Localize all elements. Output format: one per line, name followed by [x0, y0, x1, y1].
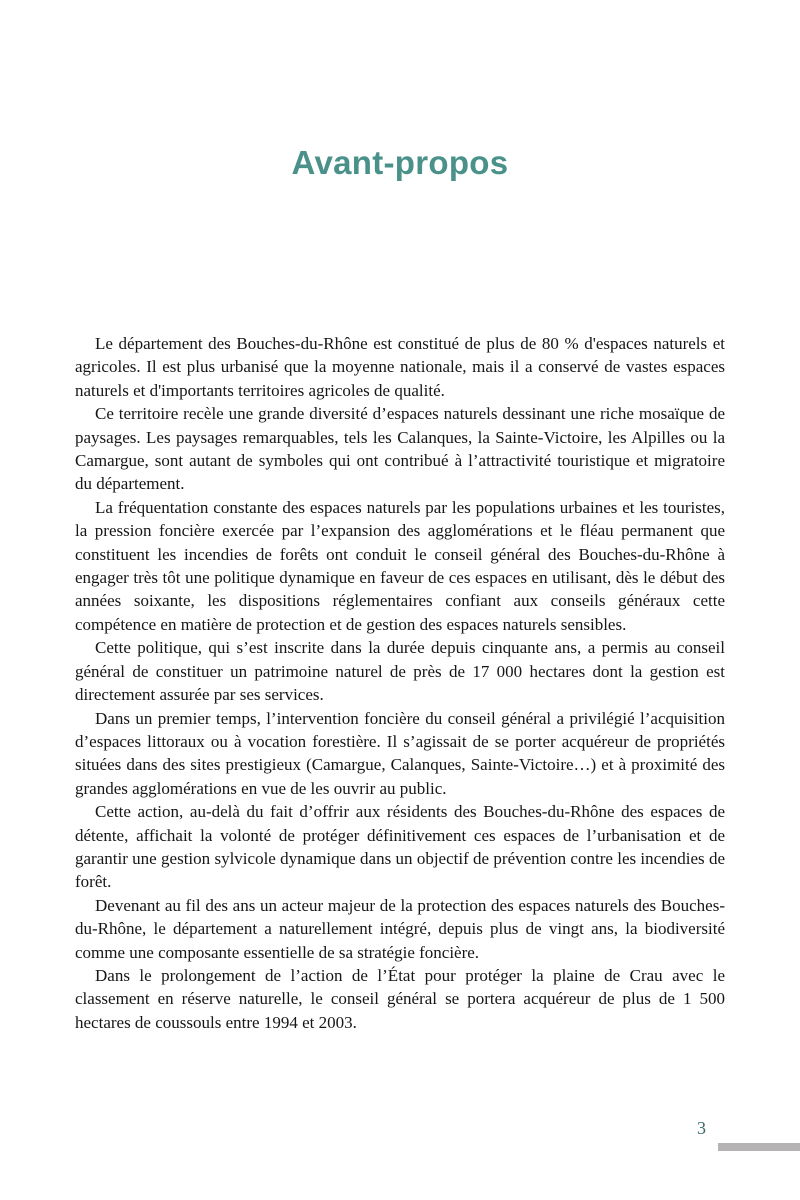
paragraph: Devenant au fil des ans un acteur majeur de la protection des espaces naturels des Bouches-du-Rhône, le département a naturellement intégré, depuis plus de vingt ans, la biodiversité comme une composante essentielle de sa stratégie foncière. [75, 895, 725, 962]
page-number: 3 [697, 1118, 706, 1138]
paragraph: Cette politique, qui s’est inscrite dans la durée depuis cinquante ans, a permis au conseil général de constituer un patrimoine naturel de près de 17 000 hectares dont la gestion est directement assurée par ses services. [75, 638, 725, 705]
paragraph: Dans un premier temps, l’intervention foncière du conseil général a privilégié l’acquisition d’espaces littoraux ou à vocation forestière. Il s’agissait de se porter acquéreur de propriétés situées dans des sites prestigieux (Camargue, Calanques, Sainte-Victoire…) et à proximité des grandes agglomérations en vue de les ouvrir au public. [75, 708, 725, 798]
paragraph: La fréquentation constante des espaces naturels par les populations urbaines et les touristes, la pression foncière exercée par l’expansion des agglomérations et le fléau permanent que constituent les incendies de forêts ont conduit le conseil général des Bouches-du-Rhône à engager très tôt une politique dynamique en faveur de ces espaces en utilisant, dès le début des années soixante, les dispositions réglementaires confiant aux conseils généraux cette compétence en matière de protection et de gestion des espaces naturels sensibles. [75, 497, 725, 634]
body-text-block [75, 332, 725, 1034]
paragraph: Dans le prolongement de l’action de l’État pour protéger la plaine de Crau avec le classement en réserve naturelle, le conseil général se portera acquéreur de plus de 1 500 hectares de coussouls entre 1994 et 2003. [75, 965, 725, 1032]
paragraph: Ce territoire recèle une grande diversité d’espaces naturels dessinant une riche mosaïque de paysages. Les paysages remarquables, tels les Calanques, la Sainte-Victoire, les Alpilles ou la Camargue, sont autant de symboles qui ont contribué à l’attractivité touristique et migratoire du département. [75, 404, 725, 494]
paragraph: Le département des Bouches-du-Rhône est constitué de plus de 80 % d'espaces naturels et agricoles. Il est plus urbanisé que la moyenne nationale, mais il a conservé de vastes espaces naturels et d'importants territoires agricoles de qualité. [75, 334, 725, 400]
page-title: Avant-propos [291, 144, 509, 181]
page-footer [0, 1118, 800, 1158]
footer-rule [718, 1143, 800, 1151]
paragraph: Cette action, au-delà du fait d’offrir aux résidents des Bouches-du-Rhône des espaces de détente, affichait la volonté de protéger définitivement ces espaces de l’urbanisation et de garantir une gestion sylvicole dynamique dans un objectif de prévention contre les incendies de forêt. [75, 802, 725, 892]
